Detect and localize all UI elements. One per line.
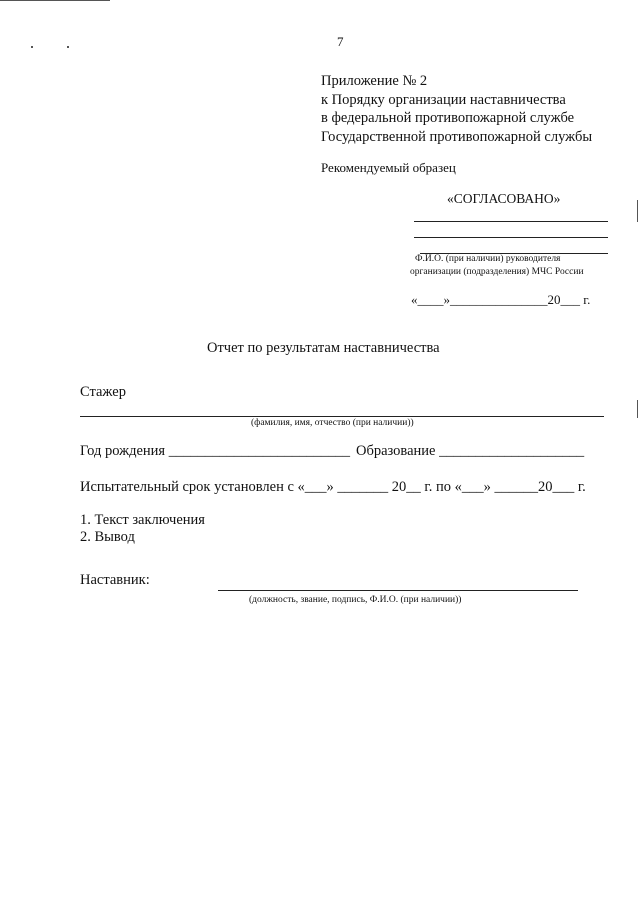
probation-period-line: Испытательный срок установлен с «___» _______ 20__ г. по «___» ______20___ г. <box>80 479 586 495</box>
agreed-label: «СОГЛАСОВАНО» <box>447 191 561 206</box>
scan-artifact-top <box>0 0 110 1</box>
report-title: Отчет по результатам наставничества <box>207 340 440 356</box>
scan-artifact-edge <box>637 400 638 418</box>
appendix-header <box>321 72 592 146</box>
mentor-caption: (должность, звание, подпись, Ф.И.О. (при наличии)) <box>249 595 462 605</box>
appendix-line: в федеральной противопожарной службе <box>321 110 575 126</box>
approver-caption: Ф.И.О. (при наличии) руководителя <box>415 254 561 264</box>
scan-artifact-dot <box>67 46 69 48</box>
approval-date-line: «____»_______________20___ г. <box>411 292 591 307</box>
scan-artifact-dot <box>31 46 33 48</box>
trainee-label: Стажер <box>80 384 126 400</box>
appendix-line: к Порядку организации наставничества <box>321 91 566 108</box>
list-item: 2. Вывод <box>80 529 135 545</box>
approver-caption: организации (подразделения) МЧС России <box>410 267 584 277</box>
trainee-name-line <box>80 416 604 417</box>
mentor-signature-line <box>218 590 578 591</box>
list-item: 1. Текст заключения <box>80 512 205 528</box>
appendix-line: Государственной противопожарной службы <box>321 128 593 145</box>
signature-line <box>414 237 608 238</box>
trainee-caption: (фамилия, имя, отчество (при наличии)) <box>251 418 414 428</box>
mentor-label: Наставник: <box>80 572 150 588</box>
sample-label: Рекомендуемый образец <box>321 160 456 175</box>
appendix-line: Приложение № 2 <box>321 73 428 89</box>
signature-line <box>414 221 608 222</box>
birth-year-field: Год рождения _________________________ <box>80 443 350 459</box>
page-number: 7 <box>337 34 344 49</box>
education-field: Образование ____________________ <box>356 443 585 459</box>
scan-artifact-edge <box>637 200 638 222</box>
